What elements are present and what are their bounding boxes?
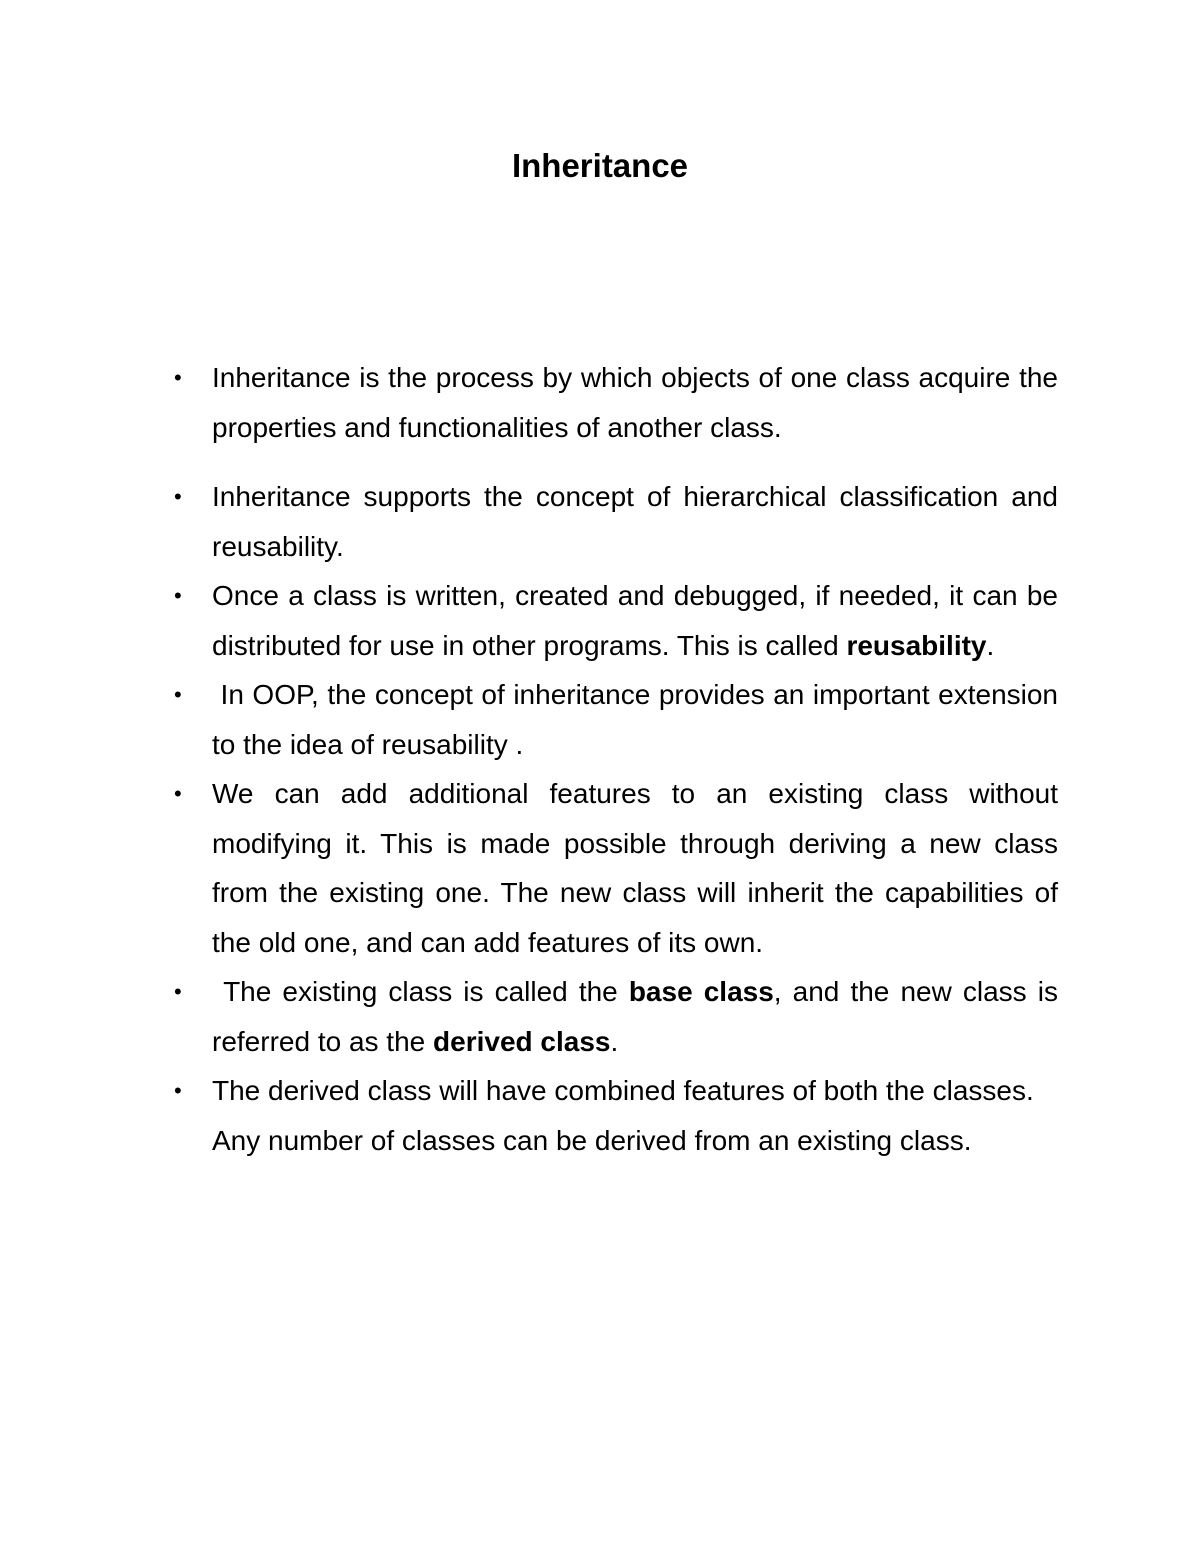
bullet-icon: •	[174, 979, 182, 1004]
list-item	[170, 472, 1058, 571]
list-item	[170, 670, 1066, 769]
bullet-text: We can add additional features to an existing class without modifying it. This is made possible through deriving a new class from the existing one. The new class will inherit the capabilities of the old one, and can add features of its own.	[212, 778, 1058, 958]
bullet-text: Inheritance is the process by which objects of one class acquire the properties and functionalities of another class.	[212, 362, 1058, 443]
list-item	[170, 571, 1058, 670]
bullet-text: The derived class will have combined features of both the classes. Any number of classes can be derived from an existing class.	[212, 1075, 1034, 1156]
bullet-text: Inheritance supports the concept of hierarchical classification and reusability.	[212, 481, 1058, 562]
bullet-icon: •	[174, 1078, 182, 1103]
bullet-icon: •	[174, 484, 182, 509]
page-title: Inheritance	[511, 147, 689, 184]
list-item	[170, 769, 1058, 967]
list-item	[170, 1066, 1058, 1165]
list-item	[170, 353, 1058, 452]
bold-term: derived class	[433, 1025, 611, 1057]
bullet-text: In OOP, the concept of inheritance provides an important extension to the idea of reusability .	[212, 679, 1066, 760]
bullet-icon: •	[174, 781, 182, 806]
bullet-icon: •	[174, 682, 182, 707]
bold-term: base class	[628, 976, 774, 1007]
bullet-list	[170, 353, 1066, 1165]
bold-term: reusability	[846, 629, 987, 661]
bullet-text: The existing class is called the base class, and the new class is referred to as the derived class.	[212, 976, 1066, 1057]
list-item	[170, 967, 1066, 1066]
bullet-icon: •	[174, 365, 182, 390]
bullet-icon: •	[174, 583, 182, 608]
bullet-text: Once a class is written, created and debugged, if needed, it can be distributed for use in other programs. This is called reusability.	[212, 580, 1058, 661]
